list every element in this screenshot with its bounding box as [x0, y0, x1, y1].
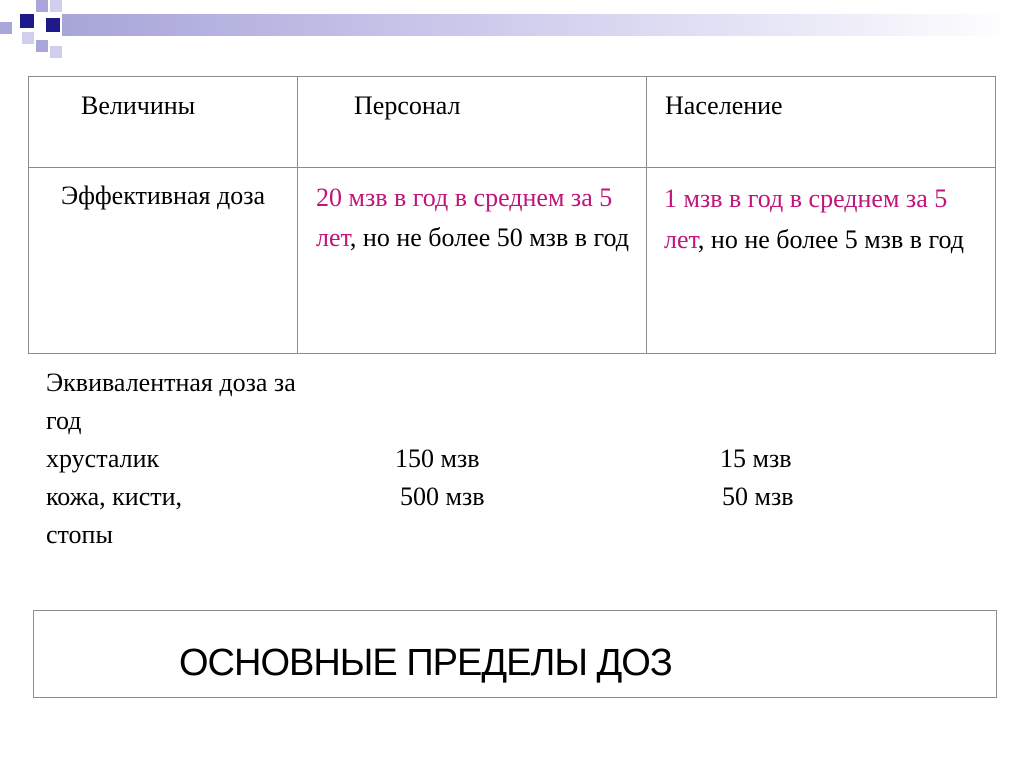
lens-population-value: 15 мзв — [720, 444, 792, 473]
lens-personnel-value: 150 мзв — [395, 444, 480, 473]
header-personnel: Персонал — [354, 91, 461, 120]
table-header-row — [29, 77, 995, 167]
organ-skin-hands-feet: кожа, кисти, стопы — [46, 482, 183, 549]
skin-population-value: 50 мзв — [722, 482, 794, 511]
personnel-limit-text — [316, 178, 636, 258]
dose-limits-table — [28, 76, 996, 354]
skin-personnel-value: 500 мзв — [400, 482, 485, 511]
organ-lens: хрусталик — [46, 444, 160, 473]
effective-dose-label: Эффективная доза — [60, 181, 266, 210]
population-limit-rest: , но не более 5 мзв в год — [697, 225, 965, 254]
cell-population-limit — [646, 168, 995, 354]
cell-personnel-limit — [297, 168, 646, 354]
header-cell-population — [646, 77, 995, 167]
equivalent-dose-title: Эквивалентная доза за год — [46, 368, 296, 435]
slide-title: ОСНОВНЫЕ ПРЕДЕЛЫ ДОЗ — [179, 642, 672, 684]
personnel-limit-accent: 20 мзв в год в среднем за 5 лет — [316, 183, 613, 252]
cell-effective-dose-label — [29, 168, 297, 354]
slide-title-box — [33, 610, 997, 698]
population-limit-accent: 1 мзв в год в среднем за 5 лет — [664, 184, 948, 254]
population-limit-text — [664, 178, 987, 260]
header-population: Население — [665, 91, 783, 120]
header-cell-personnel — [297, 77, 646, 167]
header-cell-quantity — [29, 77, 297, 167]
header-quantity: Величины — [81, 91, 196, 120]
personnel-limit-rest: , но не более 50 мзв в год — [349, 223, 630, 252]
table-row-effective-dose — [29, 167, 995, 354]
header-gradient-bar — [62, 14, 1012, 36]
